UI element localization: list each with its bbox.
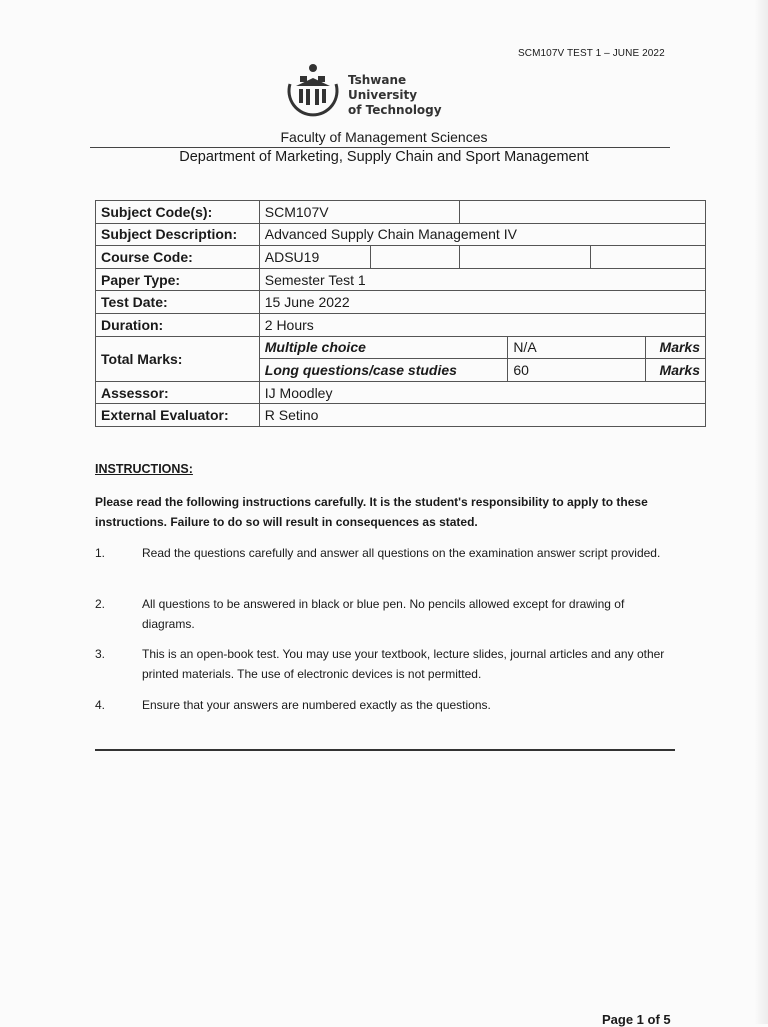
empty-cell bbox=[460, 201, 706, 224]
subject-description-label: Subject Description: bbox=[96, 223, 260, 246]
university-crest-icon bbox=[282, 62, 344, 122]
table-row bbox=[96, 291, 706, 314]
table-row bbox=[96, 381, 706, 404]
marks-unit: Marks bbox=[645, 359, 705, 382]
total-marks-label: Total Marks: bbox=[96, 336, 260, 381]
instruction-text: Ensure that your answers are numbered exactly as the questions. bbox=[142, 698, 491, 712]
external-evaluator-label: External Evaluator: bbox=[96, 404, 260, 427]
table-row bbox=[96, 246, 706, 269]
faculty-name: Faculty of Management Sciences bbox=[280, 129, 488, 145]
table-row bbox=[96, 313, 706, 336]
test-date-label: Test Date: bbox=[96, 291, 260, 314]
instruction-number: 4. bbox=[95, 698, 106, 712]
assessor-value: IJ Moodley bbox=[259, 381, 705, 404]
empty-cell bbox=[370, 246, 460, 269]
marks-unit: Marks bbox=[645, 336, 705, 359]
assessor-label: Assessor: bbox=[96, 381, 260, 404]
duration-value: 2 Hours bbox=[259, 313, 705, 336]
course-code-label: Course Code: bbox=[96, 246, 260, 269]
subject-code-value: SCM107V bbox=[259, 201, 460, 224]
subject-code-label: Subject Code(s): bbox=[96, 201, 260, 224]
subject-description-value: Advanced Supply Chain Management IV bbox=[259, 223, 705, 246]
marks-type-multiple-choice: Multiple choice bbox=[259, 336, 508, 359]
instruction-text: This is an open-book test. You may use your textbook, lecture slides, journal articles and any other printed materials. The use of electronic devices is not permitted. bbox=[142, 647, 665, 681]
external-evaluator-value: R Setino bbox=[259, 404, 705, 427]
instructions-intro: Please read the following instructions carefully. It is the student's responsibility to apply to these instructions. Failure to do so will result in consequences as stated. bbox=[95, 495, 648, 529]
page-number: Page 1 of 5 bbox=[602, 1012, 671, 1027]
instruction-text: Read the questions carefully and answer all questions on the examination answer script provided. bbox=[142, 546, 661, 560]
header-divider bbox=[90, 147, 670, 148]
test-info-table bbox=[95, 200, 706, 427]
table-row bbox=[96, 201, 706, 224]
marks-value-multiple-choice: N/A bbox=[508, 336, 646, 359]
instruction-number: 3. bbox=[95, 647, 106, 661]
empty-cell bbox=[591, 246, 706, 269]
table-row bbox=[96, 336, 706, 359]
table-row bbox=[96, 223, 706, 246]
instruction-text: All questions to be answered in black or blue pen. No pencils allowed except for drawing of diagrams. bbox=[142, 597, 625, 631]
course-code-value: ADSU19 bbox=[259, 246, 370, 269]
department-name: Department of Marketing, Supply Chain and Sport Management bbox=[179, 149, 589, 165]
paper-type-label: Paper Type: bbox=[96, 268, 260, 291]
test-reference: SCM107V TEST 1 – JUNE 2022 bbox=[518, 48, 665, 59]
university-name-line1: Tshwane University bbox=[348, 73, 418, 102]
instruction-number: 2. bbox=[95, 597, 106, 611]
test-date-value: 15 June 2022 bbox=[259, 291, 705, 314]
instructions-title: INSTRUCTIONS: bbox=[95, 462, 193, 476]
instructions-end-divider bbox=[95, 749, 675, 751]
instruction-number: 1. bbox=[95, 546, 106, 560]
duration-label: Duration: bbox=[96, 313, 260, 336]
table-row bbox=[96, 404, 706, 427]
table-row bbox=[96, 268, 706, 291]
marks-type-long-questions: Long questions/case studies bbox=[259, 359, 508, 382]
empty-cell bbox=[460, 246, 591, 269]
university-logo bbox=[282, 62, 468, 122]
marks-value-long-questions: 60 bbox=[508, 359, 646, 382]
university-name-line2: of Technology bbox=[348, 103, 442, 117]
paper-type-value: Semester Test 1 bbox=[259, 268, 705, 291]
